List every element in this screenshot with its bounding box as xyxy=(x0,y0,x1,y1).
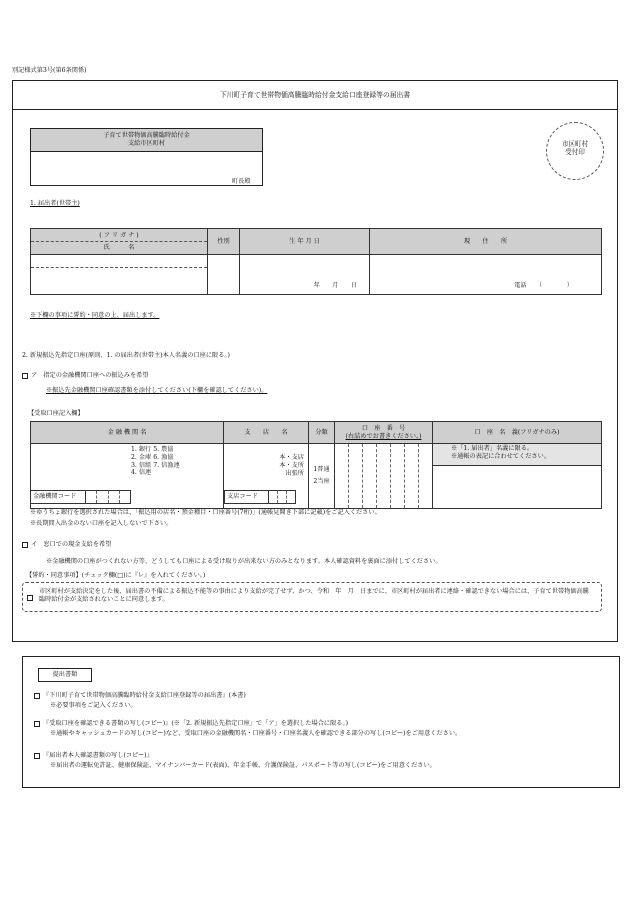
document-1-checkbox[interactable] xyxy=(34,693,40,699)
option-a-checkbox[interactable] xyxy=(22,373,28,379)
option-b-checkbox[interactable] xyxy=(22,542,28,548)
bank-type-2: 2. 金庫 6. 漁協 xyxy=(131,453,174,461)
address-header: 現 住 所 xyxy=(370,229,602,255)
sex-header: 性別 xyxy=(208,229,240,255)
holder-cell[interactable] xyxy=(433,444,602,509)
document-3-title: 『届出者本人確認書類の写し(コピー)』 xyxy=(43,752,153,759)
number-header-sub: (右詰めでお書きください。) xyxy=(345,432,422,440)
holder-note-2: ※通帳の表記に合わせてください。 xyxy=(451,452,550,460)
branch-code-row[interactable] xyxy=(224,490,296,504)
addressee-line2: 支給市区町村 xyxy=(127,139,166,147)
dob-header: 生 年 月 日 xyxy=(240,229,370,255)
document-item-1 xyxy=(34,692,246,710)
branch-type-1: 本・支店 xyxy=(279,454,304,461)
pledge-checkbox[interactable] xyxy=(27,595,33,601)
option-b[interactable] xyxy=(22,541,111,549)
branch-type-2: 本・支所 xyxy=(279,461,304,469)
option-a-label: ア 指定の金融機関口座への振込みを希望 xyxy=(31,372,149,379)
number-header xyxy=(335,422,433,444)
branch-type-3: 出張所 xyxy=(285,469,304,477)
bank-code-row[interactable] xyxy=(30,490,131,504)
document-3-checkbox[interactable] xyxy=(34,753,40,759)
document-1-note: ※必要事項をご記入ください。 xyxy=(50,701,137,709)
number-header-label: 口 座 番 号 xyxy=(361,424,406,432)
pledge-box xyxy=(22,582,602,612)
document-2-title: 『受取口座を確認できる書類の写し(コピー)』(※「2. 新規振込先指定口座」で「ア」を選択した場合に限る。) xyxy=(43,720,348,727)
option-a-note: ※振込先金融機関口座確認書類を添付してください(下欄を確認してください)。 xyxy=(46,387,268,394)
yucho-note: ※ゆうちょ銀行を選択された場合は、「振込用の店名・預金種目・口座番号(7桁)」(通帳見開き下部に記載)をご記入ください。 xyxy=(30,509,381,516)
documents-heading: 提出書類 xyxy=(38,668,92,682)
type-header: 分類 xyxy=(309,422,335,444)
document-item-2 xyxy=(34,720,461,738)
addressee-suffix: 町長殿 xyxy=(232,178,251,185)
reception-stamp xyxy=(546,122,604,180)
long-term-note: ※長期間入出金のない口座を記入しないで下さい。 xyxy=(30,520,173,527)
holder-note-1: ※「1. 届出者」名義に限る。 xyxy=(451,445,534,452)
consent-note: ※下欄の事項に誓約・同意の上、届出します。 xyxy=(30,312,160,319)
account-type-1: 1普通 xyxy=(313,465,330,473)
name-label: 氏 名 xyxy=(103,243,135,251)
sex-cell[interactable] xyxy=(208,255,240,295)
bank-type-1: 1. 銀行 5. 農協 xyxy=(131,446,174,453)
option-b-note: ※金融機関の口座がつくれない方等、どうしても口座による受け取りが出来ない方のみとなります。本人確認資料を裏面に添付してください。 xyxy=(46,558,442,565)
branch-header: 支 店 名 xyxy=(224,422,309,444)
holder-header: 口 座 名 義(フリガナのみ) xyxy=(433,422,602,444)
option-a[interactable] xyxy=(22,372,149,380)
section2-heading: 2. 新規振込先指定口座(原則、1. の届出者(世帯主)本人名義の口座に限る。) xyxy=(22,352,230,359)
pledge-heading: 【誓約・同意事項】(チェック欄(□)に『レ』を入れてください。) xyxy=(26,572,206,579)
account-type-2: 2当座 xyxy=(313,478,330,485)
bank-header: 金 融 機 関 名 xyxy=(31,422,224,444)
number-cell[interactable] xyxy=(335,444,433,509)
number-digits[interactable] xyxy=(335,444,432,508)
pledge-text: 市区町村が支給決定をした後、届出書の不備による振込不能等の事由により支給が完了せず、かつ、令和 年 月 日までに、市区町村が届出者に連絡・確認できない場合には、子育て世帯物価高騰臨時給付金が支給されないことに同意します。 xyxy=(39,588,589,603)
form-number: 別記様式第3号(第6条関係) xyxy=(12,67,87,74)
stamp-line2: 受付印 xyxy=(565,148,585,157)
branch-code-label: 支店コード xyxy=(225,491,269,503)
bank-code-label: 金融機関コード xyxy=(31,491,86,503)
type-cell[interactable] xyxy=(309,444,335,509)
document-item-3 xyxy=(34,752,436,770)
furigana-label: ( フ リ ガ ナ ) xyxy=(31,230,207,242)
bank-type-4: 4. 信連 xyxy=(131,469,152,477)
dob-cell[interactable]: 年 月 日 xyxy=(240,255,370,295)
name-cell[interactable] xyxy=(31,255,208,295)
document-1-title: 『下川町子育て世帯物価高騰臨時給付金支給口座登録等の届出書』(本書) xyxy=(43,692,246,699)
name-header xyxy=(31,229,208,255)
document-3-note: ※届出者の運転免許証、健康保険証、マイナンバーカード(表面)、年金手帳、介護保険証、パスポート等の写し(コピー)をご用意ください。 xyxy=(50,761,436,769)
addressee-line1: 子育て世帯物価高騰臨時給付金 xyxy=(103,132,190,139)
bank-type-3: 3. 信組 7. 信漁連 xyxy=(131,461,180,469)
address-cell[interactable]: 電話 （ ） xyxy=(370,255,602,295)
furigana-input[interactable] xyxy=(31,255,207,268)
holder-notes xyxy=(433,444,601,466)
form-title: 下川町子育て世帯物価高騰臨時給付金支給口座登録等の届出書 xyxy=(12,80,618,110)
addressee-header xyxy=(31,129,262,152)
document-2-note: ※通帳やキャッシュカードの写し(コピー)など、受取口座の金融機関名・口座番号・口座名義人を確認できる部分の写し(コピー)をご用意ください。 xyxy=(50,729,462,737)
stamp-line1: 市区町村 xyxy=(561,140,589,148)
option-b-label: イ 窓口での現金支給を希望 xyxy=(31,541,112,548)
account-heading: 【受取口座記入欄】 xyxy=(28,410,84,417)
document-2-checkbox[interactable] xyxy=(34,721,40,727)
section1-heading: 1. 届出者(世帯主) xyxy=(30,200,80,207)
applicant-table xyxy=(30,228,602,295)
